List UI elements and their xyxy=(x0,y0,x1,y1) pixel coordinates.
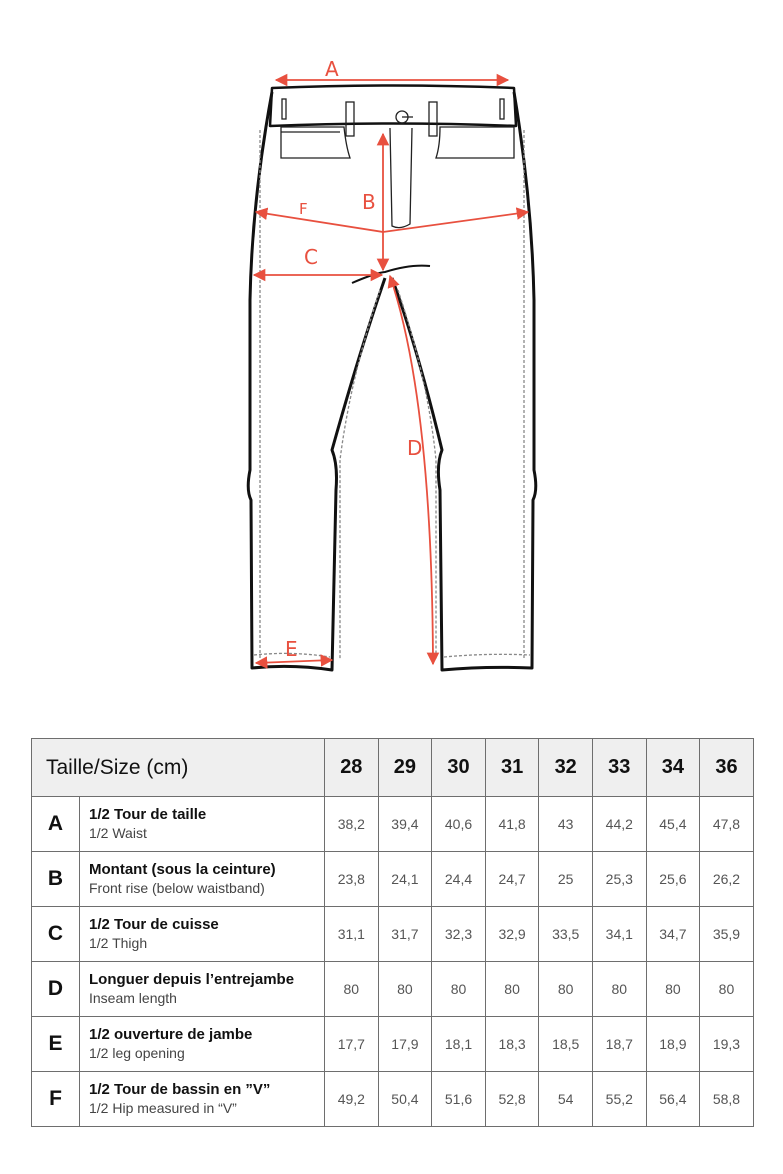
row-letter: F xyxy=(32,1072,80,1127)
pants-illustration xyxy=(248,86,536,671)
table-cell: 58,8 xyxy=(700,1072,754,1127)
description-en: 1/2 Waist xyxy=(89,825,147,841)
table-cell: 45,4 xyxy=(646,797,700,852)
table-cell: 41,8 xyxy=(485,797,539,852)
label-d: D xyxy=(407,436,423,460)
table-cell: 18,9 xyxy=(646,1017,700,1072)
table-row xyxy=(32,797,754,852)
table-cell: 31,7 xyxy=(378,907,432,962)
table-cell: 34,7 xyxy=(646,907,700,962)
table-cell: 80 xyxy=(539,962,593,1017)
table-cell: 32,3 xyxy=(432,907,486,962)
table-cell: 47,8 xyxy=(700,797,754,852)
table-cell: 44,2 xyxy=(592,797,646,852)
size-header: 36 xyxy=(700,739,754,797)
table-cell: 32,9 xyxy=(485,907,539,962)
table-cell: 80 xyxy=(485,962,539,1017)
table-cell: 56,4 xyxy=(646,1072,700,1127)
table-cell: 80 xyxy=(378,962,432,1017)
table-row xyxy=(32,1017,754,1072)
row-letter: D xyxy=(32,962,80,1017)
table-row xyxy=(32,852,754,907)
row-description xyxy=(80,797,325,852)
table-cell: 50,4 xyxy=(378,1072,432,1127)
table-cell: 26,2 xyxy=(700,852,754,907)
row-letter: C xyxy=(32,907,80,962)
table-cell: 80 xyxy=(432,962,486,1017)
size-header: 32 xyxy=(539,739,593,797)
right-leg-outline xyxy=(392,92,536,670)
description-fr: 1/2 Tour de bassin en ”V” xyxy=(89,1081,271,1098)
table-cell: 24,7 xyxy=(485,852,539,907)
pants-details xyxy=(254,99,530,660)
description-fr: 1/2 Tour de taille xyxy=(89,806,207,823)
table-row xyxy=(32,1072,754,1127)
left-leg-outline xyxy=(248,92,385,670)
table-cell: 24,1 xyxy=(378,852,432,907)
table-cell: 52,8 xyxy=(485,1072,539,1127)
table-cell: 25 xyxy=(539,852,593,907)
table-cell: 55,2 xyxy=(592,1072,646,1127)
description-fr: 1/2 ouverture de jambe xyxy=(89,1026,253,1043)
size-header: 33 xyxy=(592,739,646,797)
description-en: 1/2 Thigh xyxy=(89,935,148,951)
size-header: 34 xyxy=(646,739,700,797)
label-e: E xyxy=(285,637,298,661)
label-a: A xyxy=(325,57,339,81)
row-description xyxy=(80,852,325,907)
description-en: 1/2 Hip measured in “V” xyxy=(89,1100,237,1116)
description-en: Front rise (below waistband) xyxy=(89,880,265,896)
table-cell: 18,1 xyxy=(432,1017,486,1072)
table-cell: 39,4 xyxy=(378,797,432,852)
table-cell: 18,3 xyxy=(485,1017,539,1072)
table-cell: 17,7 xyxy=(325,1017,379,1072)
table-cell: 80 xyxy=(325,962,379,1017)
table-cell: 35,9 xyxy=(700,907,754,962)
table-cell: 38,2 xyxy=(325,797,379,852)
row-description xyxy=(80,1017,325,1072)
size-header: 29 xyxy=(378,739,432,797)
table-cell: 33,5 xyxy=(539,907,593,962)
description-en: Inseam length xyxy=(89,990,177,1006)
table-cell: 51,6 xyxy=(432,1072,486,1127)
table-header-row xyxy=(32,739,754,797)
table-cell: 31,1 xyxy=(325,907,379,962)
row-letter: B xyxy=(32,852,80,907)
table-cell: 25,6 xyxy=(646,852,700,907)
size-chart-table xyxy=(31,738,754,1127)
table-cell: 17,9 xyxy=(378,1017,432,1072)
size-header: 31 xyxy=(485,739,539,797)
table-cell: 18,5 xyxy=(539,1017,593,1072)
table-cell: 25,3 xyxy=(592,852,646,907)
description-fr: 1/2 Tour de cuisse xyxy=(89,916,219,933)
description-fr: Longuer depuis l’entrejambe xyxy=(89,971,295,988)
table-cell: 80 xyxy=(700,962,754,1017)
table-cell: 18,7 xyxy=(592,1017,646,1072)
row-description xyxy=(80,907,325,962)
table-row xyxy=(32,907,754,962)
row-letter: A xyxy=(32,797,80,852)
table-cell: 54 xyxy=(539,1072,593,1127)
row-description xyxy=(80,1072,325,1127)
table-row xyxy=(32,962,754,1017)
table-title: Taille/Size (cm) xyxy=(32,739,325,797)
table-cell: 80 xyxy=(646,962,700,1017)
row-description xyxy=(80,962,325,1017)
table-cell: 34,1 xyxy=(592,907,646,962)
label-c: C xyxy=(304,245,318,269)
table-cell: 49,2 xyxy=(325,1072,379,1127)
table-cell: 43 xyxy=(539,797,593,852)
table-cell: 80 xyxy=(592,962,646,1017)
size-header: 30 xyxy=(432,739,486,797)
size-header: 28 xyxy=(325,739,379,797)
table-cell: 23,8 xyxy=(325,852,379,907)
table-cell: 40,6 xyxy=(432,797,486,852)
description-fr: Montant (sous la ceinture) xyxy=(89,861,276,878)
table-cell: 19,3 xyxy=(700,1017,754,1072)
label-b: B xyxy=(362,190,376,214)
table-cell: 24,4 xyxy=(432,852,486,907)
label-f: F xyxy=(299,200,308,218)
description-en: 1/2 leg opening xyxy=(89,1045,185,1061)
row-letter: E xyxy=(32,1017,80,1072)
waistband xyxy=(270,86,516,127)
